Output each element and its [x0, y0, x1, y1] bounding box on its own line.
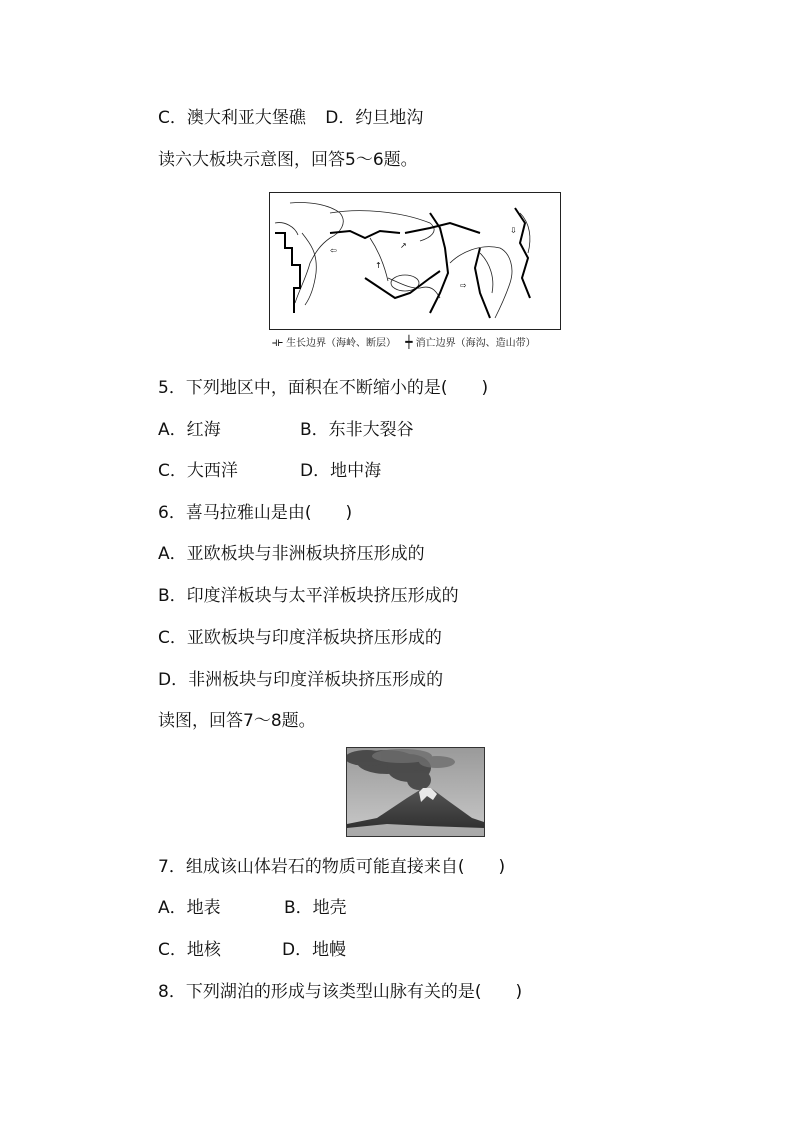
volcano-photo-icon: [347, 748, 484, 836]
q5-option-a: A．红海: [158, 420, 221, 440]
intro-volcano: 读图，回答7～8题。: [158, 711, 316, 731]
subduction-boundary-icon: ┿: [405, 335, 413, 349]
q5-option-b: B．东非大裂谷: [300, 420, 414, 440]
q4-option-c: C．澳大利亚大堡礁: [158, 108, 306, 128]
q5-options-cd: [158, 461, 381, 481]
q7-option-b: B．地壳: [284, 898, 347, 918]
q7-options-ab: [158, 898, 347, 918]
q5-options-ab: [158, 420, 414, 440]
legend-subduct-text: 消亡边界（海沟、造山带）: [415, 338, 536, 349]
q7-option-a: A．地表: [158, 898, 221, 918]
svg-text:⇩: ⇩: [510, 226, 517, 235]
intro-plates: 读六大板块示意图，回答5～6题。: [158, 150, 418, 170]
growth-boundary-icon: ⟛: [272, 335, 283, 349]
q6-option-a: A．亚欧板块与非洲板块挤压形成的: [158, 544, 425, 564]
svg-text:↑: ↑: [375, 261, 382, 270]
q5-option-d: D．地中海: [300, 461, 382, 481]
q7-option-d: D．地幔: [282, 940, 347, 960]
map-legend: [272, 334, 536, 350]
question-5: 5．下列地区中，面积在不断缩小的是( ): [158, 378, 489, 398]
svg-text:⇦: ⇦: [330, 246, 337, 255]
volcano-photo-figure: [346, 747, 485, 837]
legend-growth-text: 生长边界（海岭、断层）: [286, 338, 397, 349]
plate-map-figure: [269, 192, 561, 330]
q7-option-c: C．地核: [158, 940, 221, 960]
question-8: 8．下列湖泊的形成与该类型山脉有关的是( ): [158, 982, 523, 1002]
q6-option-d: D．非洲板块与印度洋板块挤压形成的: [158, 670, 444, 690]
q4-option-d: D．约旦地沟: [325, 108, 424, 128]
plate-map-icon: [270, 193, 560, 329]
q5-option-c: C．大西洋: [158, 461, 238, 481]
q6-option-b: B．印度洋板块与太平洋板块挤压形成的: [158, 586, 459, 606]
svg-text:⇨: ⇨: [460, 281, 467, 290]
q7-options-cd: [158, 940, 346, 960]
q4-options-line: [158, 108, 423, 128]
question-6: 6．喜马拉雅山是由( ): [158, 503, 353, 523]
svg-text:↗: ↗: [400, 241, 407, 250]
q6-option-c: C．亚欧板块与印度洋板块挤压形成的: [158, 628, 442, 648]
question-7: 7．组成该山体岩石的物质可能直接来自( ): [158, 857, 506, 877]
